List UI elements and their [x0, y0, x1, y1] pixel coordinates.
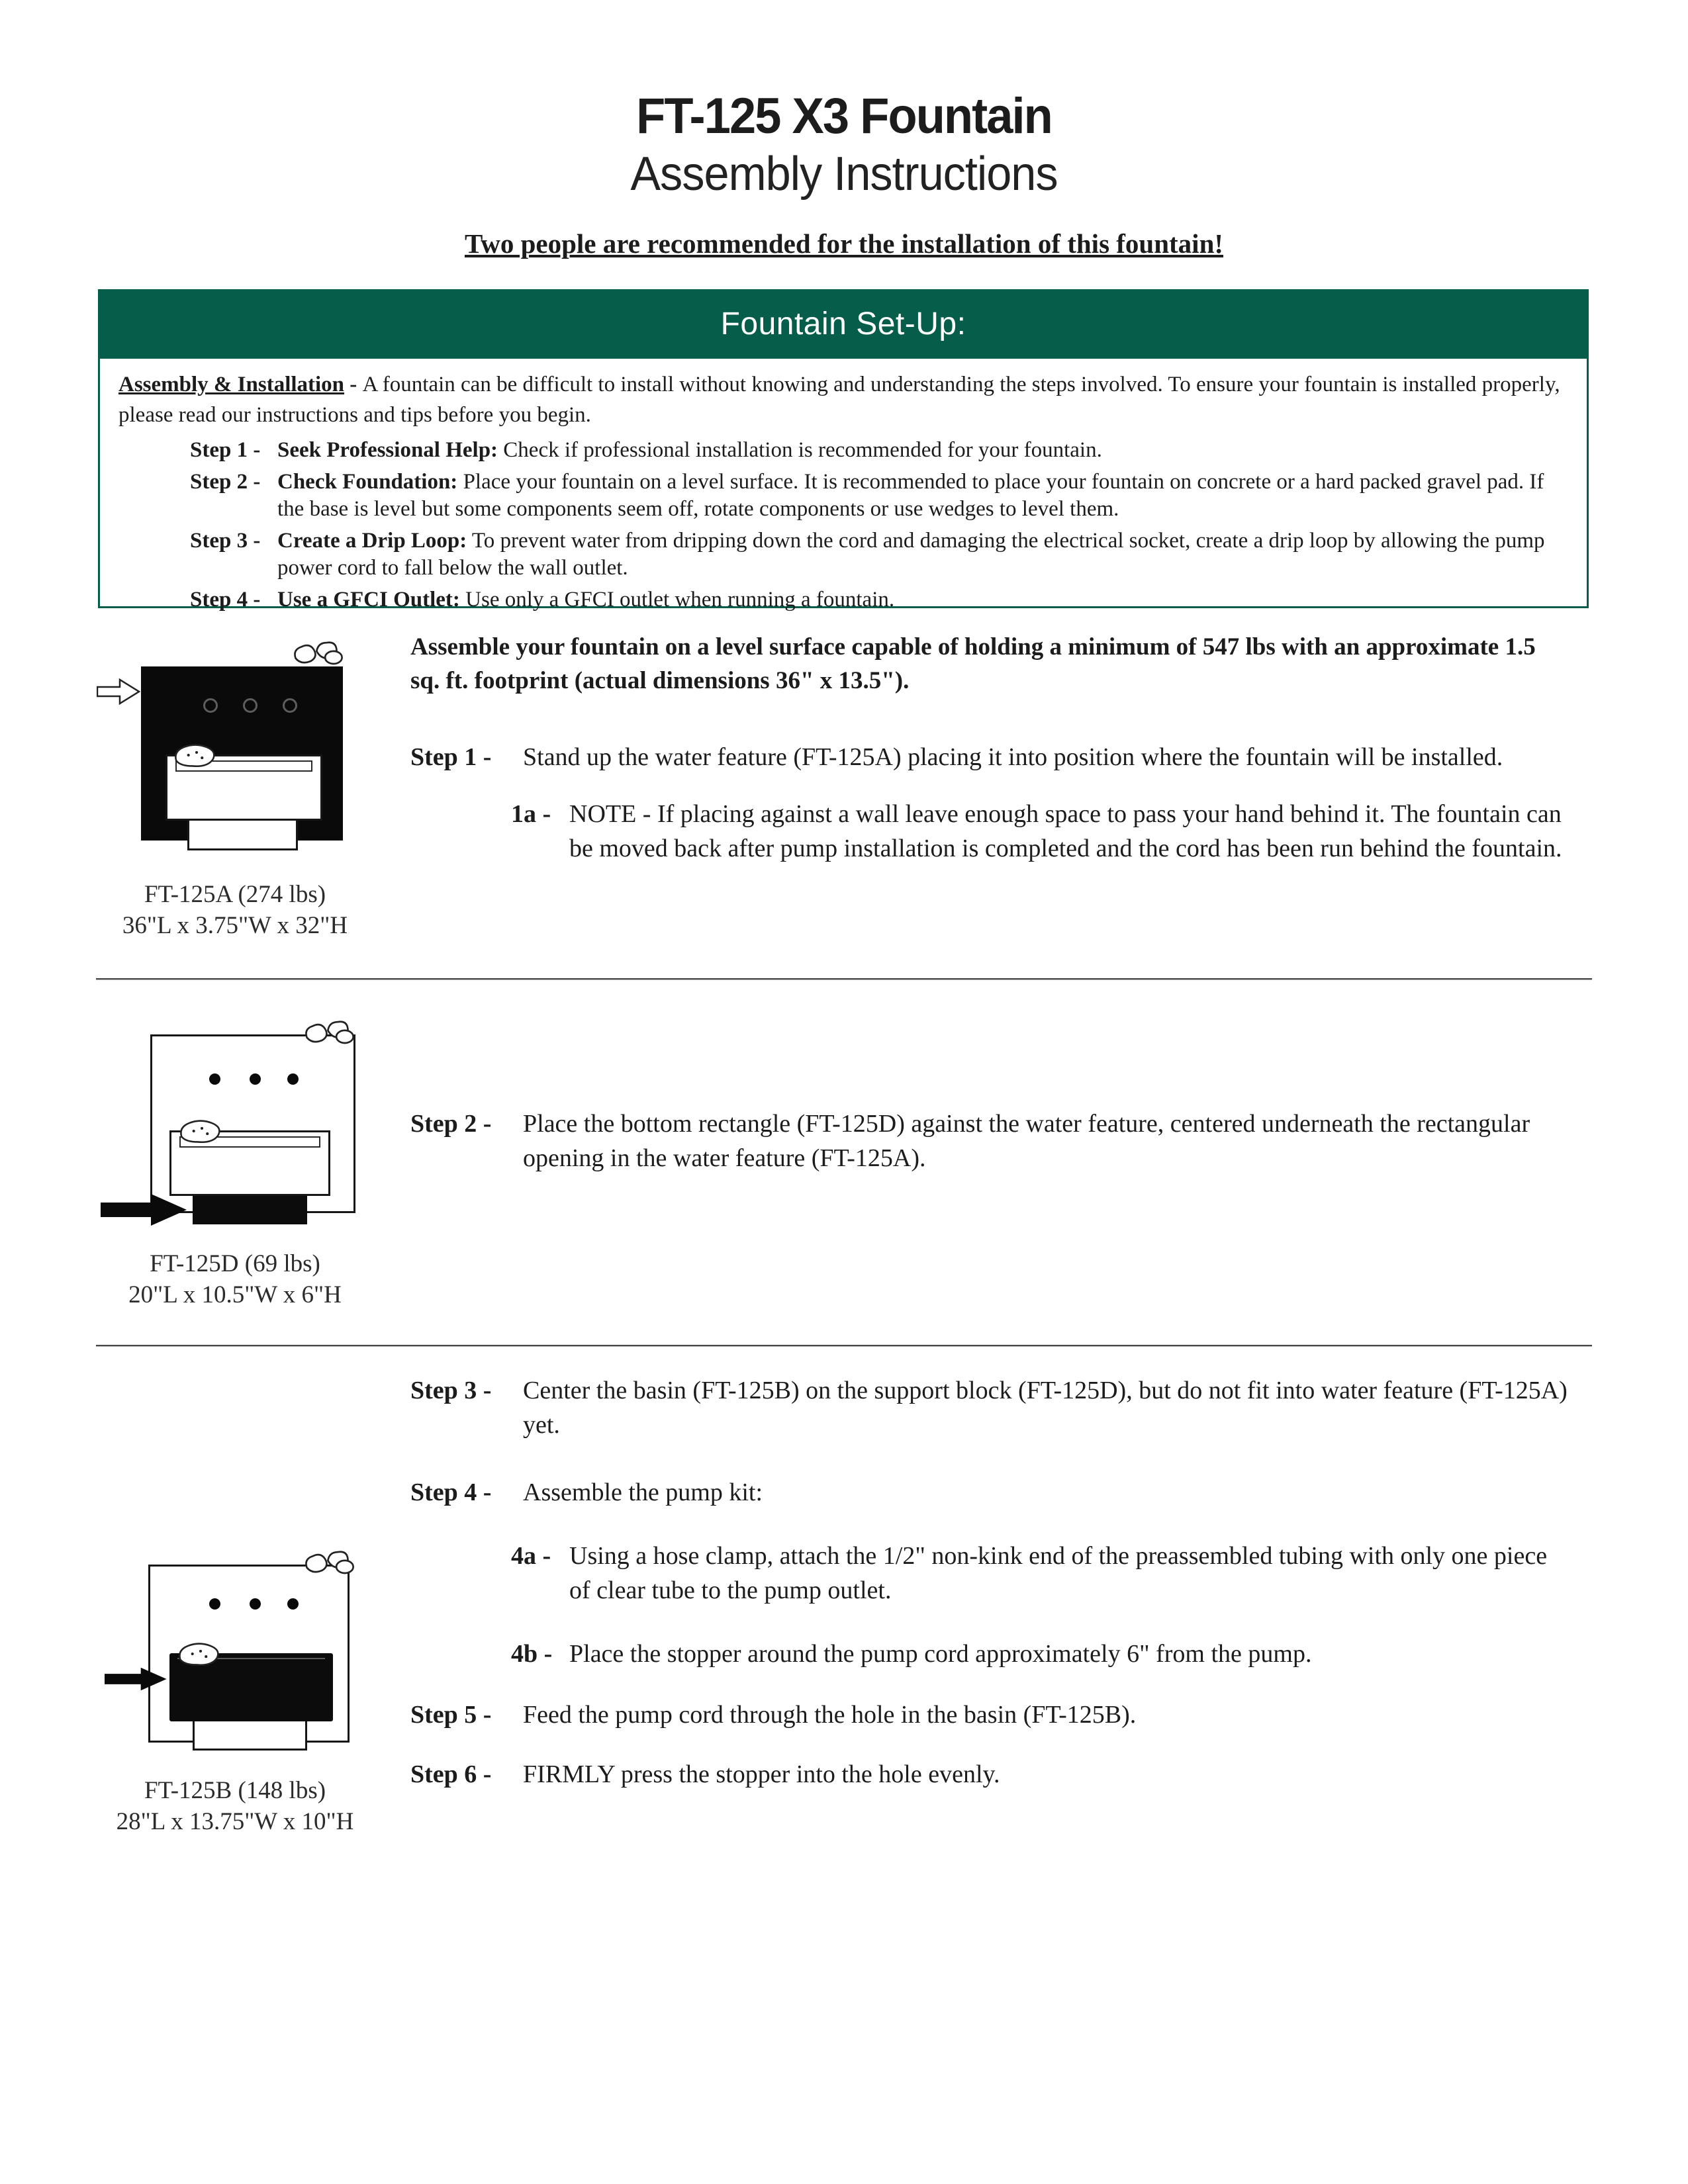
figure-dimensions: 20"L x 10.5"W x 6"H [128, 1281, 342, 1308]
step-text: Place the bottom rectangle (FT-125D) against the water feature, centered underneath the rectangular opening in the water feature (FT-125A). [523, 1110, 1530, 1172]
step-text [277, 527, 1567, 582]
step-text: Place the stopper around the pump cord approximately 6" from the pump. [569, 1640, 1312, 1668]
step-label: Step 2 - [190, 470, 261, 494]
instruction-step-6 [410, 1757, 1585, 1792]
page-subtitle: Assembly Instructions [630, 148, 1058, 201]
setup-intro-label: Assembly & Installation [118, 373, 345, 396]
section-1-text [410, 630, 1585, 866]
pedestal [193, 1721, 307, 1751]
figure-caption-ft125a [76, 879, 394, 941]
figure-dimensions: 36"L x 3.75"W x 32"H [122, 912, 348, 939]
section-divider [96, 978, 1592, 980]
figure-ft125b [93, 1535, 410, 1767]
step-label: 4b - [511, 1640, 553, 1668]
vent-hole-dot [287, 1598, 299, 1610]
figure-caption-ft125b [76, 1775, 394, 1837]
step-body: Check if professional installation is recommended for your fountain. [498, 438, 1102, 462]
setup-step-1 [190, 437, 1567, 464]
setup-box [98, 289, 1589, 612]
step-heading: Check Foundation: [277, 470, 458, 494]
page-title: FT-125 X3 Fountain [636, 88, 1052, 144]
step-heading: Use a GFCI Outlet: [277, 588, 460, 612]
step-label: 1a - [511, 800, 551, 828]
pointer-arrow-outline-icon [97, 678, 140, 705]
setup-step-4 [190, 586, 1567, 614]
step-text: Assemble the pump kit: [523, 1479, 763, 1506]
instruction-step-3 [410, 1373, 1585, 1442]
instruction-step-5 [410, 1698, 1585, 1732]
step-label: Step 4 - [190, 588, 261, 612]
setup-steps-list [118, 437, 1567, 614]
step-heading: Seek Professional Help: [277, 438, 498, 462]
step-label: Step 3 - [410, 1377, 492, 1404]
step-text: Stand up the water feature (FT-125A) placing it into position where the fountain will be installed. [523, 743, 1503, 771]
step-label: Step 5 - [410, 1701, 492, 1729]
instruction-step-1 [410, 740, 1585, 774]
step-text: Using a hose clamp, attach the 1/2" non-kink end of the preassembled tubing with only one piece of clear tube to the pump outlet. [569, 1542, 1548, 1604]
setup-box-body [100, 359, 1587, 614]
step-body: Use only a GFCI outlet when running a fountain. [459, 588, 895, 612]
instruction-step-1a [511, 797, 1585, 866]
setup-intro [118, 369, 1568, 430]
vent-hole-dot [209, 1073, 220, 1085]
step-text [277, 586, 894, 614]
pointer-arrow-icon [101, 1193, 188, 1226]
vent-hole-dot [283, 698, 297, 713]
vent-hole-dot [250, 1598, 261, 1610]
step-body: Place your fountain on a level surface. It is recommended to place your fountain on concrete or a hard packed gravel pad. If the base is level but some components seem off, rotate components or use wedges to level them. [277, 470, 1544, 521]
section-intro: Assemble your fountain on a level surface capable of holding a minimum of 547 lbs with an approximate 1.5 sq. ft. footprint (actual dimensions 36" x 13.5"). [410, 633, 1536, 694]
setup-intro-separator: - [344, 373, 363, 396]
step-label: Step 1 - [410, 743, 492, 771]
rock-decoration-icon [172, 741, 220, 769]
instruction-step-4b [511, 1637, 1585, 1671]
section-divider [96, 1345, 1592, 1347]
step-label: Step 6 - [410, 1760, 492, 1788]
figure-ft125a [93, 635, 410, 860]
vent-hole-dot [203, 698, 218, 713]
vent-hole-dot [209, 1598, 220, 1610]
rock-decoration-icon [177, 1117, 225, 1145]
step-text: NOTE - If placing against a wall leave enough space to pass your hand behind it. The fountain can be moved back after pump installation is completed and the cord has been run behind the fountain. [569, 800, 1562, 862]
rock-decoration-icon [301, 1016, 357, 1048]
step-text: Center the basin (FT-125B) on the support block (FT-125D), but do not fit into water feature (FT-125A) yet. [523, 1377, 1568, 1439]
step-label: Step 1 - [190, 438, 261, 462]
figure-caption-ft125d [76, 1248, 394, 1310]
vent-hole-dot [250, 1073, 261, 1085]
instruction-step-4 [410, 1475, 1585, 1510]
setup-step-3 [190, 527, 1567, 582]
step-text [277, 437, 1102, 464]
notice-text: Two people are recommended for the installation of this fountain! [464, 228, 1224, 259]
step-text: Feed the pump cord through the hole in the basin (FT-125B). [523, 1701, 1137, 1729]
step-label: Step 3 - [190, 529, 261, 553]
rock-decoration-icon [290, 637, 346, 668]
step-body: To prevent water from dripping down the cord and damaging the electrical socket, create a drip loop by allowing the pump power cord to fall below the wall outlet. [277, 529, 1545, 580]
vent-hole-dot [243, 698, 258, 713]
bottom-rectangle-highlighted [193, 1196, 307, 1224]
setup-step-2 [190, 469, 1567, 523]
figure-dimensions: 28"L x 13.75"W x 10"H [116, 1808, 354, 1835]
setup-intro-text: A fountain can be difficult to install without knowing and understanding the steps involved. To ensure your fountain is installed properly, please read our instructions and tips before you begin. [118, 373, 1560, 427]
setup-box-header: Fountain Set-Up: [100, 291, 1587, 359]
figure-caption: FT-125B (148 lbs) [144, 1777, 326, 1804]
rock-decoration-icon [176, 1640, 224, 1668]
pedestal [187, 821, 298, 850]
instruction-step-2 [410, 1107, 1585, 1175]
section-2-text [410, 1107, 1585, 1175]
step-label: Step 4 - [410, 1479, 492, 1506]
rock-decoration-icon [301, 1546, 357, 1578]
figure-caption: FT-125D (69 lbs) [150, 1250, 320, 1277]
step-heading: Create a Drip Loop: [277, 529, 467, 553]
pointer-arrow-icon [105, 1665, 167, 1693]
vent-hole-dot [287, 1073, 299, 1085]
figure-ft125d [93, 1006, 410, 1238]
section-3-text [410, 1373, 1585, 1792]
step-label: Step 2 - [410, 1110, 492, 1138]
instruction-step-4a [511, 1539, 1585, 1608]
step-text [277, 469, 1567, 523]
step-text: FIRMLY press the stopper into the hole evenly. [523, 1760, 1000, 1788]
figure-caption: FT-125A (274 lbs) [144, 881, 326, 908]
step-label: 4a - [511, 1542, 551, 1570]
